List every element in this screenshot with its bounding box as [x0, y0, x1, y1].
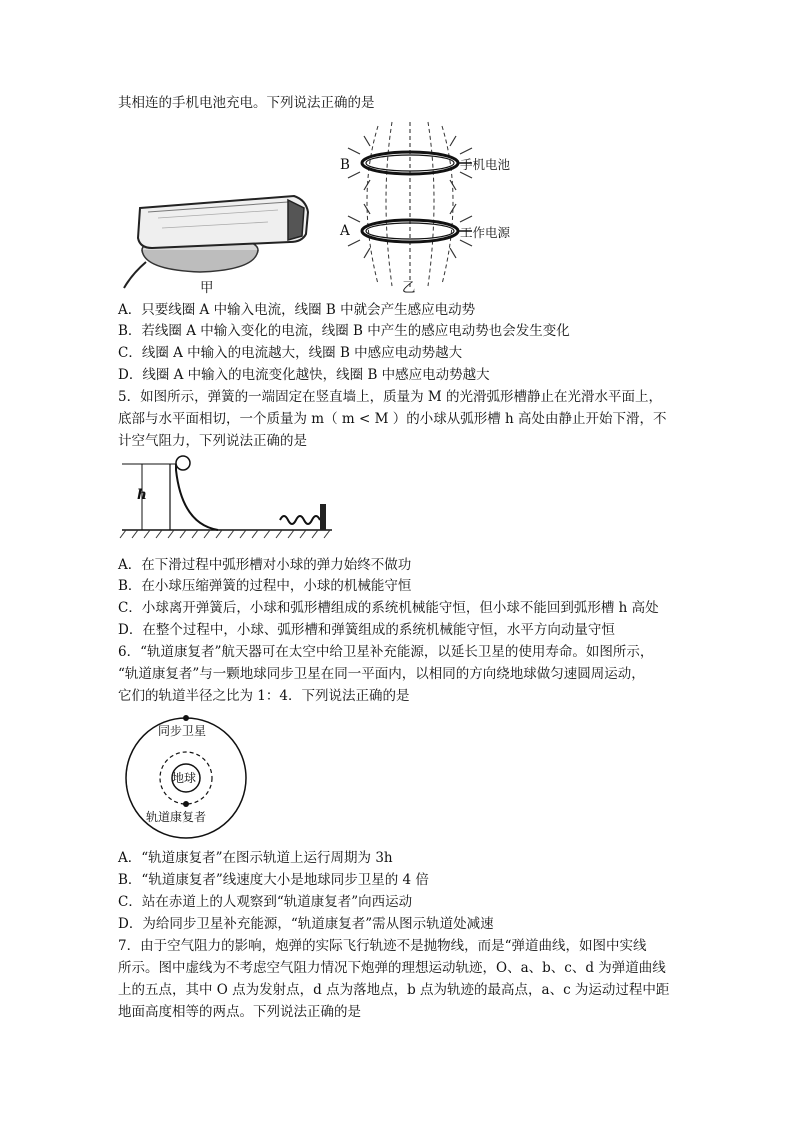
wireless-charger-figure: [118, 178, 318, 296]
q6-stem-line-2: “轨道康复者”与一颗地球同步卫星在同一平面内，以相同的方向绕地球做匀速圆周运动，: [118, 666, 645, 682]
q6-option-d: D．为给同步卫星补充能源，“轨道康复者”需从图示轨道处减速: [118, 916, 494, 932]
q7-stem-line-4: 地面高度相等的两点。下列说法正确的是: [118, 1004, 361, 1020]
earth-label: 地球: [172, 771, 197, 785]
q7-stem-line-1: 7．由于空气阻力的影响，炮弹的实际飞行轨迹不是抛物线，而是“弹道曲线，如图中实线: [118, 938, 647, 954]
q4-option-c: C．线圈 A 中输入的电流越大，线圈 B 中感应电动势越大: [118, 345, 463, 361]
q6-stem-line-1: 6．“轨道康复者”航天器可在太空中给卫星补充能源，以延长卫星的使用寿命。如图所示，: [118, 644, 654, 660]
q5-option-b: B．在小球压缩弹簧的过程中，小球的机械能守恒: [118, 578, 412, 594]
q6-option-c: C．站在赤道上的人观察到“轨道康复者”向西运动: [118, 894, 413, 910]
q4-option-d: D．线圈 A 中输入的电流变化越快，线圈 B 中感应电动势越大: [118, 367, 490, 383]
q7-stem-line-3: 上的五点，其中 O 点为发射点，d 点为落地点，b 点为轨迹的最高点，a、c 为运动过程中距: [118, 982, 670, 998]
sync-satellite-label: 同步卫星: [158, 724, 207, 738]
q5-option-a: A．在下滑过程中弧形槽对小球的弹力始终不做功: [118, 557, 412, 573]
q5-option-d: D．在整个过程中，小球、弧形槽和弹簧组成的系统机械能守恒，水平方向动量守恒: [118, 622, 615, 638]
figure-label-jia: 甲: [200, 280, 214, 296]
height-label: h: [137, 487, 147, 503]
q5-option-c: C．小球离开弹簧后，小球和弧形槽组成的系统机械能守恒，但小球不能回到弧形槽 h 高处: [118, 600, 659, 616]
intro-line: 其相连的手机电池充电。下列说法正确的是: [118, 95, 375, 111]
q6-stem-line-3: 它们的轨道半径之比为 1：4．下列说法正确的是: [118, 688, 410, 704]
figure-label-yi: 乙: [402, 280, 416, 296]
arc-slot-spring-figure: [118, 454, 338, 540]
q6-option-b: B．“轨道康复者”线速度大小是地球同步卫星的 4 倍: [118, 872, 429, 888]
coil-field-figure: [330, 118, 530, 298]
q6-option-a: A．“轨道康复者”在图示轨道上运行周期为 3h: [118, 850, 393, 866]
q4-option-b: B．若线圈 A 中输入变化的电流，线圈 B 中产生的感应电动势也会发生变化: [118, 323, 570, 339]
q5-stem-line-2: 底部与水平面相切，一个质量为 m（ m < M ）的小球从弧形槽 h 高处由静止开始下滑，不: [118, 411, 667, 427]
rescuer-label: 轨道康复者: [146, 810, 207, 824]
q5-stem-line-1: 5．如图所示，弹簧的一端固定在竖直墙上，质量为 M 的光滑弧形槽静止在光滑水平面上，: [118, 389, 662, 405]
power-source-label: 工作电源: [460, 225, 511, 240]
q7-stem-line-2: 所示。图中虚线为不考虑空气阻力情况下炮弹的理想运动轨迹，O、a、b、c、d 为弹道曲线: [118, 960, 666, 976]
q4-option-a: A．只要线圈 A 中输入电流，线圈 B 中就会产生感应电动势: [118, 302, 476, 318]
phone-battery-label: 手机电池: [460, 157, 511, 172]
coil-a-label: A: [340, 223, 350, 239]
coil-b-label: B: [340, 157, 350, 173]
q5-stem-line-3: 计空气阻力，下列说法正确的是: [118, 433, 307, 449]
